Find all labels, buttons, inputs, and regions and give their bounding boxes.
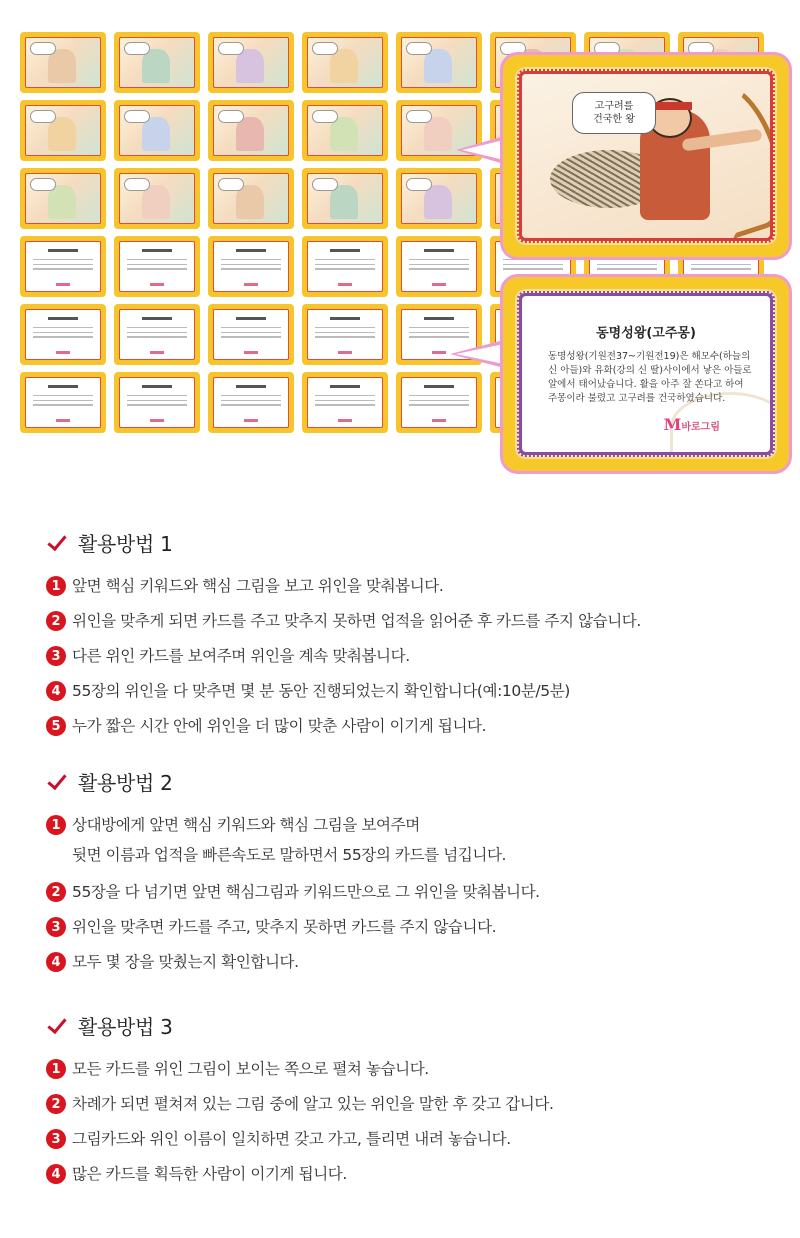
item-text: 앞면 핵심 키워드와 핵심 그림을 보고 위인을 맞춰봅니다. [72,577,444,595]
section-title: 활용방법 1 [78,531,173,556]
brand-logo: M바로그림 [663,415,720,434]
usage-section-1 [46,527,766,748]
item-text: 상대방에게 앞면 핵심 키워드와 핵심 그림을 보여주며 뒷면 이름과 업적을 빠른속도로 말하면서 55장의 카드를 넘깁니다. [72,816,507,864]
check-icon [46,531,68,553]
card-thumbnail-front [208,32,294,93]
number-badge-icon: 5 [46,716,66,736]
card-thumbnail-back [20,372,106,433]
item-text: 55장의 위인을 다 맞추면 몇 분 동안 진행되었는지 확인합니다(예:10분/5분) [72,682,570,700]
item-text: 위인을 맞추면 카드를 주고, 맞추지 못하면 카드를 주지 않습니다. [72,918,497,936]
list-item [46,1056,766,1082]
card-thumbnail-front [302,168,388,229]
card-thumbnail-back [114,236,200,297]
list-item [46,879,766,905]
item-text: 55장을 다 넘기면 앞면 핵심그림과 키워드만으로 그 위인을 맞춰봅니다. [72,883,540,901]
card-figure-description: 동명성왕(기원전37~기원전19)은 해모수(하늘의 신 아들)와 유화(강의 신 딸)사이에서 낳은 아들로 알에서 태어났습니다. 활을 아주 잘 쏜다고 하여 주몽이라 불렸고 고구려를 건국하였습니다. [548,351,752,404]
list-item [46,914,766,940]
item-text: 다른 위인 카드를 보여주며 위인을 계속 맞춰봅니다. [72,647,410,665]
card-thumbnail-back [20,236,106,297]
usage-section-2 [46,766,766,984]
card-thumbnail-front [114,100,200,161]
card-thumbnail-back [20,304,106,365]
card-back-face [522,296,770,452]
keyword-bubble [572,92,656,134]
card-front-illustration [522,74,770,238]
number-badge-icon: 4 [46,681,66,701]
card-thumbnail-front [20,100,106,161]
card-thumbnail-back [396,372,482,433]
card-thumbnail-back [302,236,388,297]
number-badge-icon: 3 [46,646,66,666]
list-item [46,812,766,870]
list-item [46,1091,766,1117]
card-thumbnail-front [396,32,482,93]
brand-logo-text: 바로그림 [681,422,720,433]
card-figure-name: 동명성왕(고주몽) [596,326,696,341]
check-icon [46,1014,68,1036]
card-thumbnail-back [396,236,482,297]
card-thumbnail-front [114,32,200,93]
product-cards-image [0,0,800,500]
item-text: 모두 몇 장을 맞췄는지 확인합니다. [72,953,299,971]
card-front-callout [500,52,792,260]
section-title: 활용방법 2 [78,770,173,795]
list-item [46,949,766,975]
number-badge-icon: 4 [46,952,66,972]
list-item [46,643,766,669]
item-text: 누가 짧은 시간 안에 위인을 더 많이 맞춘 사람이 이기게 됩니다. [72,717,487,735]
card-thumbnail-back [208,372,294,433]
card-thumbnail-front [20,32,106,93]
item-text: 위인을 맞추게 되면 카드를 주고 맞추지 못하면 업적을 읽어준 후 카드를 주지 않습니다. [72,612,641,630]
list-item [46,1126,766,1152]
number-badge-icon: 2 [46,611,66,631]
card-back-callout [500,274,792,474]
number-badge-icon: 2 [46,1094,66,1114]
card-thumbnail-front [302,32,388,93]
number-badge-icon: 1 [46,1059,66,1079]
card-thumbnail-front [114,168,200,229]
card-thumbnail-back [208,304,294,365]
item-text: 차례가 되면 펼쳐져 있는 그림 중에 알고 있는 위인을 말한 후 갖고 갑니다. [72,1095,554,1113]
item-text: 많은 카드를 획득한 사람이 이기게 됩니다. [72,1165,347,1183]
callout-pointer [456,344,504,364]
list-item [46,713,766,739]
item-text: 그림카드와 위인 이름이 일치하면 갖고 가고, 틀리면 내려 놓습니다. [72,1130,511,1148]
keyword-text: 고구려를 건국한 왕 [593,101,635,125]
card-thumbnail-front [208,100,294,161]
number-badge-icon: 1 [46,815,66,835]
card-thumbnail-back [114,304,200,365]
card-thumbnail-back [114,372,200,433]
callout-pointer [462,140,504,160]
section-title: 활용방법 3 [78,1014,173,1039]
check-icon [46,770,68,792]
item-text: 모든 카드를 위인 그림이 보이는 쪽으로 펼쳐 놓습니다. [72,1060,429,1078]
number-badge-icon: 1 [46,576,66,596]
number-badge-icon: 4 [46,1164,66,1184]
card-thumbnail-back [302,304,388,365]
card-thumbnail-back [302,372,388,433]
usage-section-3 [46,1010,766,1196]
list-item [46,608,766,634]
list-item [46,1161,766,1187]
number-badge-icon: 2 [46,882,66,902]
number-badge-icon: 3 [46,1129,66,1149]
list-item [46,678,766,704]
card-thumbnail-front [208,168,294,229]
list-item [46,573,766,599]
card-thumbnail-front [20,168,106,229]
card-thumbnail-front [396,168,482,229]
card-thumbnail-back [208,236,294,297]
number-badge-icon: 3 [46,917,66,937]
card-thumbnail-front [302,100,388,161]
